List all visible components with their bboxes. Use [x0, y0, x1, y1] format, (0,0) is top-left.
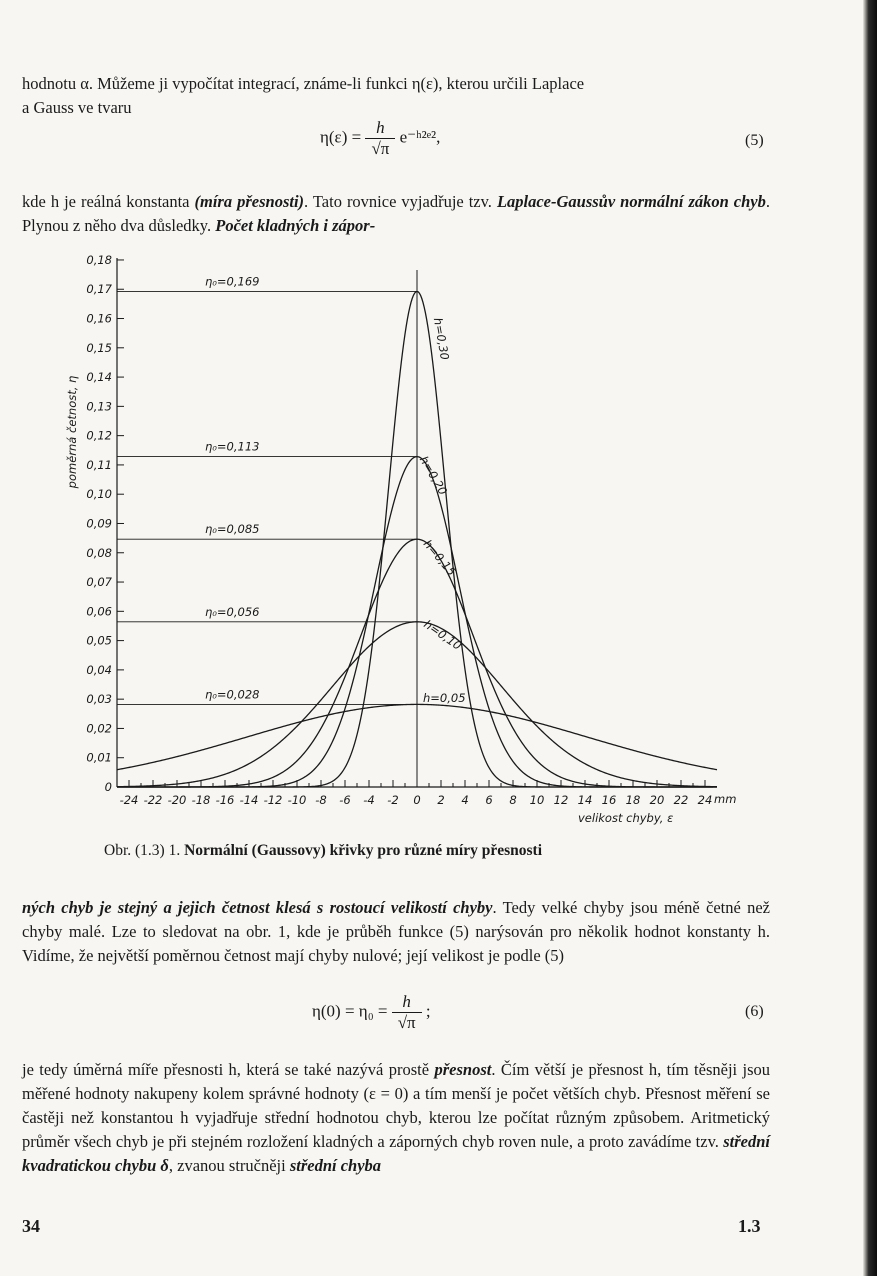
y-tick-label: 0,09	[86, 516, 112, 531]
peak-value-label: η₀=0,113	[205, 439, 260, 454]
y-tick-label: 0,03	[86, 692, 112, 707]
y-tick-label: 0,07	[86, 575, 112, 590]
section-number: 1.3	[738, 1216, 761, 1236]
eq5-label: (5)	[745, 132, 764, 149]
y-tick-label: 0,13	[86, 399, 112, 414]
x-tick-label: 8	[509, 793, 517, 807]
y-tick-label: 0	[104, 780, 112, 794]
y-tick-label: 0,12	[86, 428, 112, 443]
figure-caption	[104, 842, 542, 860]
x-tick-label: 12	[553, 793, 569, 807]
y-tick-label: 0,06	[86, 604, 112, 619]
x-tick-label: 16	[601, 793, 617, 807]
prec-em-presnost: přesnost	[434, 1060, 492, 1079]
prec-text-b: . Čím větší je přesnost h, tím těsněji jsou měřené hodnoty nakupeny kolem správné hodnoty (ε = 0) a tím menší je počet větších chyb. Přesnost měření se častěji než konstantou h vyjadřuje střední hodnotou chyb, kterou lze počítat různým způsobem. Aritmetický průměr všech chyb je při stejném rozložení kladných a záporných chyb roven nule, a proto zavádíme tzv.	[22, 1060, 770, 1151]
x-tick-label: 22	[673, 793, 689, 807]
y-tick-label: 0,18	[86, 252, 112, 267]
curve-h-label: h=0,10	[421, 616, 465, 653]
x-tick-label: 2	[437, 793, 445, 807]
x-tick-label: -12	[263, 793, 283, 807]
y-axis-label: poměrná četnost, η	[65, 375, 79, 489]
y-tick-label: 0,02	[86, 721, 112, 736]
x-tick-label: -2	[387, 793, 399, 807]
page-number: 34	[22, 1216, 40, 1236]
x-axis-label: velikost chyby, ε	[578, 811, 674, 825]
y-tick-label: 0,05	[86, 633, 112, 648]
def-text-a: kde h je reálná konstanta	[22, 192, 195, 211]
y-tick-label: 0,17	[86, 282, 112, 297]
intro-line-2: a Gauss ve tvaru	[22, 98, 132, 117]
peak-value-label: η₀=0,056	[205, 604, 260, 619]
x-tick-label: -8	[315, 793, 327, 807]
eq6-rhs: ;	[425, 1001, 431, 1021]
x-tick-label: 14	[577, 793, 593, 807]
curves-rest: . Tedy velké chyby jsou méně četné než chyby malé. Lze to sledovat na obr. 1, kde je průběh funkce (5) narýsován pro několik hodnot konstanty h. Vidíme, že největší poměrnou četnost mají chyby nulové; její velikost je podle (5)	[22, 898, 770, 965]
x-axis-unit: mm	[714, 792, 737, 806]
x-tick-label: 10	[529, 793, 545, 807]
eq5-lhs: η(ε) =	[320, 127, 362, 147]
y-tick-label: 0,04	[86, 662, 112, 677]
def-text-c: . Plynou z něho dva důsledky.	[22, 192, 770, 235]
y-tick-label: 0,15	[86, 340, 112, 355]
y-tick-label: 0,11	[86, 457, 112, 472]
prec-text-c: , zvanou stručněji	[168, 1156, 290, 1175]
y-tick-label: 0,14	[86, 370, 112, 385]
x-tick-label: -16	[215, 793, 235, 807]
curve-h-label: h=0,20	[416, 453, 451, 498]
x-tick-label: 20	[649, 793, 665, 807]
eq5-denominator: √π	[371, 139, 390, 158]
eq5-rhs: e⁻ʰ²ᵉ²,	[399, 127, 441, 147]
y-tick-label: 0,01	[86, 750, 112, 765]
x-tick-label: -14	[239, 793, 259, 807]
x-tick-label: -6	[339, 793, 351, 807]
y-tick-label: 0,08	[86, 545, 112, 560]
caption-prefix: Obr. (1.3) 1.	[104, 842, 181, 859]
x-tick-label: 4	[461, 793, 469, 807]
prec-em-kvadraticka: střední kvadratickou chybu δ	[22, 1132, 770, 1175]
paragraph-precision	[22, 1058, 770, 1178]
eq6-numerator: h	[392, 992, 422, 1013]
def-em-mira: (míra přesnosti)	[194, 192, 305, 211]
peak-value-label: η₀=0,085	[205, 522, 260, 537]
y-tick-label: 0,16	[86, 311, 112, 326]
x-tick-label: 6	[485, 793, 493, 807]
eq5-numerator: h	[365, 118, 395, 139]
equation-6	[312, 992, 431, 1033]
x-tick-label: -4	[363, 793, 375, 807]
y-tick-label: 0,10	[86, 487, 112, 502]
curve-h-label: h=0,05	[423, 691, 466, 706]
peak-value-label: η₀=0,169	[205, 274, 260, 289]
x-tick-label: 0	[413, 793, 421, 807]
def-em-consequence: Počet kladných i zápor-	[215, 216, 376, 235]
prec-text-a: je tedy úměrná míře přesnosti h, která se také nazývá prostě	[22, 1060, 435, 1079]
eq6-lhs: η(0) = η₀ =	[312, 1001, 388, 1021]
eq6-denominator: √π	[397, 1013, 416, 1032]
intro-line-1: hodnotu α. Můžeme ji vypočítat integrací, známe-li funkci η(ε), kterou určili Laplace	[22, 74, 585, 93]
curve-h-label: h=0,30	[430, 316, 453, 361]
x-tick-label: 18	[625, 793, 641, 807]
eq6-fraction	[392, 992, 422, 1033]
curves-em: ných chyb je stejný a jejich četnost klesá s rostoucí velikostí chyby	[22, 898, 493, 917]
x-tick-label: -22	[143, 793, 163, 807]
x-tick-label: 24	[697, 793, 713, 807]
prec-em-stredni: střední chyba	[289, 1156, 382, 1175]
eq6-label: (6)	[745, 1003, 764, 1020]
x-tick-label: -24	[119, 793, 139, 807]
x-tick-label: -20	[167, 793, 187, 807]
caption-text: Normální (Gaussovy) křivky pro různé míry přesnosti	[184, 842, 543, 859]
curve-h-label: h=0,15	[420, 536, 459, 579]
def-text-b: . Tato rovnice vyjadřuje tzv.	[304, 192, 497, 211]
paragraph-curves	[22, 896, 770, 968]
x-tick-label: -18	[191, 793, 211, 807]
def-em-law: Laplace-Gaussův normální zákon chyb	[496, 192, 766, 211]
peak-value-label: η₀=0,028	[205, 687, 260, 702]
x-tick-label: -10	[287, 793, 307, 807]
